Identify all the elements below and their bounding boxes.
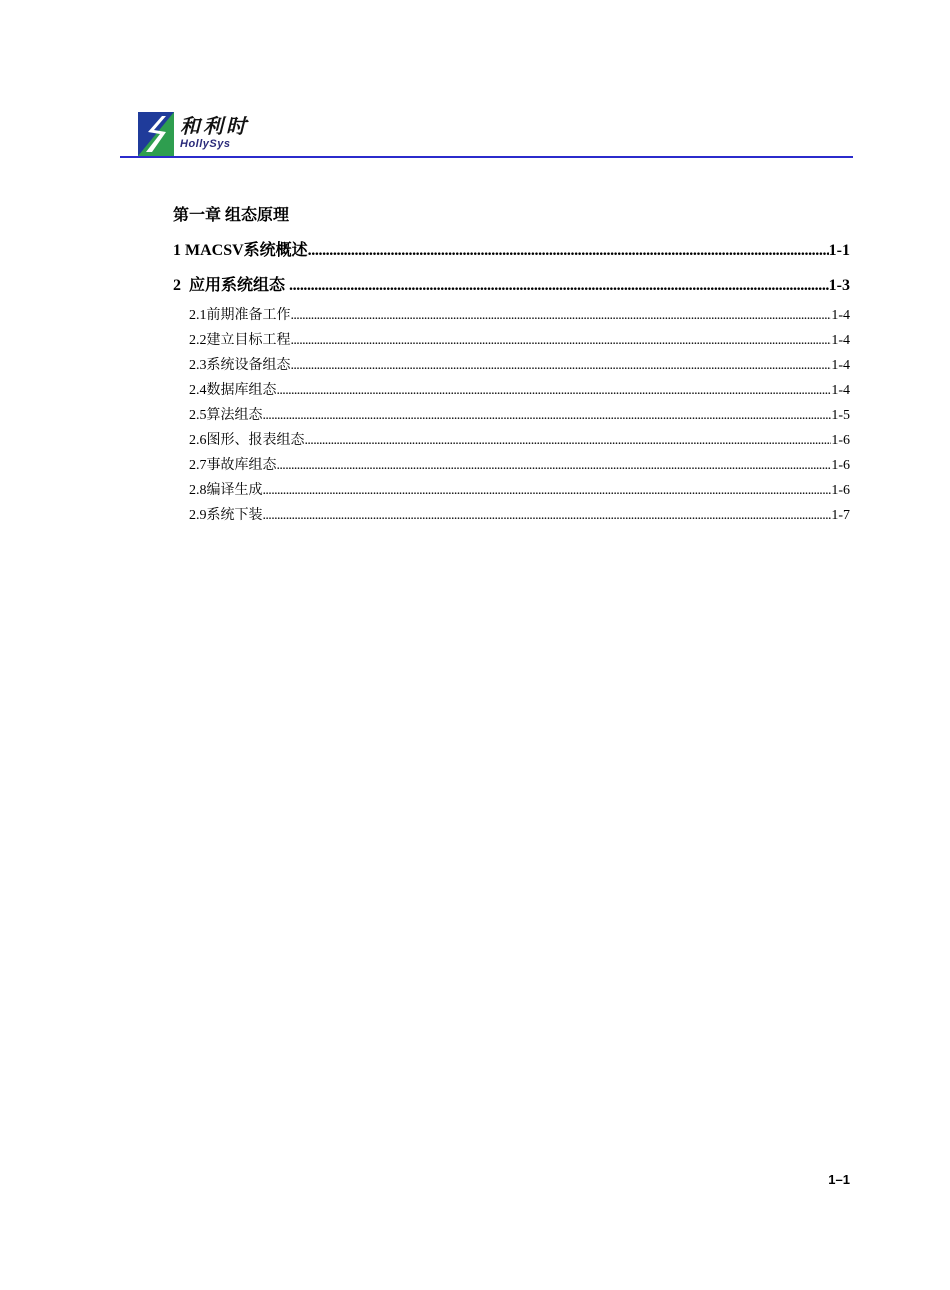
toc-entry-level2[interactable] [189, 328, 850, 353]
chapter-title: 第一章 组态原理 [173, 207, 290, 224]
toc-entry-title: 2.8编译生成 [189, 483, 263, 498]
toc-leader-dots [291, 353, 832, 378]
toc-entry-title: 2.3系统设备组态 [189, 358, 291, 373]
toc-leader-dots [305, 428, 832, 453]
toc-entry-page: 1-6 [831, 483, 850, 498]
toc-entry-title: 2.4数据库组态 [189, 383, 277, 398]
hollysys-logo-icon [138, 112, 174, 156]
toc-entry-page: 1-5 [831, 408, 850, 423]
toc-entry-level2[interactable] [189, 478, 850, 503]
toc-entry-page: 1-6 [831, 433, 850, 448]
logo-chinese-name: 和利时 [180, 116, 249, 138]
toc-entry-level2[interactable] [189, 378, 850, 403]
toc-entry-title: 2.7事故库组态 [189, 458, 277, 473]
toc-entry-title: 1 MACSV系统概述 [173, 242, 308, 259]
toc-entry-page: 1-3 [828, 277, 850, 294]
toc-entry-page: 1-4 [831, 383, 850, 398]
toc-entry-level2[interactable] [189, 503, 850, 528]
toc-entry-title: 2.1前期准备工作 [189, 308, 291, 323]
toc-leader-dots [263, 503, 832, 528]
toc-leader-dots [291, 303, 832, 328]
toc-leader-dots [277, 378, 832, 403]
toc-entry-title: 2.5算法组态 [189, 408, 263, 423]
table-of-contents [173, 205, 850, 528]
logo-english-name: HollySys [180, 138, 231, 150]
toc-entry-level1[interactable] [173, 275, 850, 297]
toc-entry-level2[interactable] [189, 428, 850, 453]
toc-entry-title: 2.9系统下装 [189, 508, 263, 523]
toc-entry-title: 2 应用系统组态 [173, 277, 290, 294]
toc-entry-page: 1-7 [831, 508, 850, 523]
toc-entry-level2[interactable] [189, 403, 850, 428]
toc-entry-page: 1-4 [831, 358, 850, 373]
toc-entry-page: 1-4 [831, 308, 850, 323]
toc-leader-dots [291, 328, 832, 353]
toc-entry-level2[interactable] [189, 353, 850, 378]
toc-entry-title: 2.6图形、报表组态 [189, 433, 305, 448]
toc-entry-level1[interactable] [173, 240, 850, 262]
page-number: 1–1 [828, 1172, 850, 1187]
toc-leader-dots [277, 453, 832, 478]
toc-entry-page: 1-4 [831, 333, 850, 348]
toc-leader-dots [263, 403, 832, 428]
toc-leader-dots [308, 240, 829, 262]
toc-entry-page: 1-1 [828, 242, 850, 259]
toc-leader-dots [289, 275, 829, 297]
toc-entry-level2[interactable] [189, 453, 850, 478]
page-header [120, 108, 853, 158]
toc-entry-page: 1-6 [831, 458, 850, 473]
toc-entry-title: 2.2建立目标工程 [189, 333, 291, 348]
header-divider [120, 156, 853, 158]
toc-entry-level2[interactable] [189, 303, 850, 328]
toc-leader-dots [263, 478, 832, 503]
